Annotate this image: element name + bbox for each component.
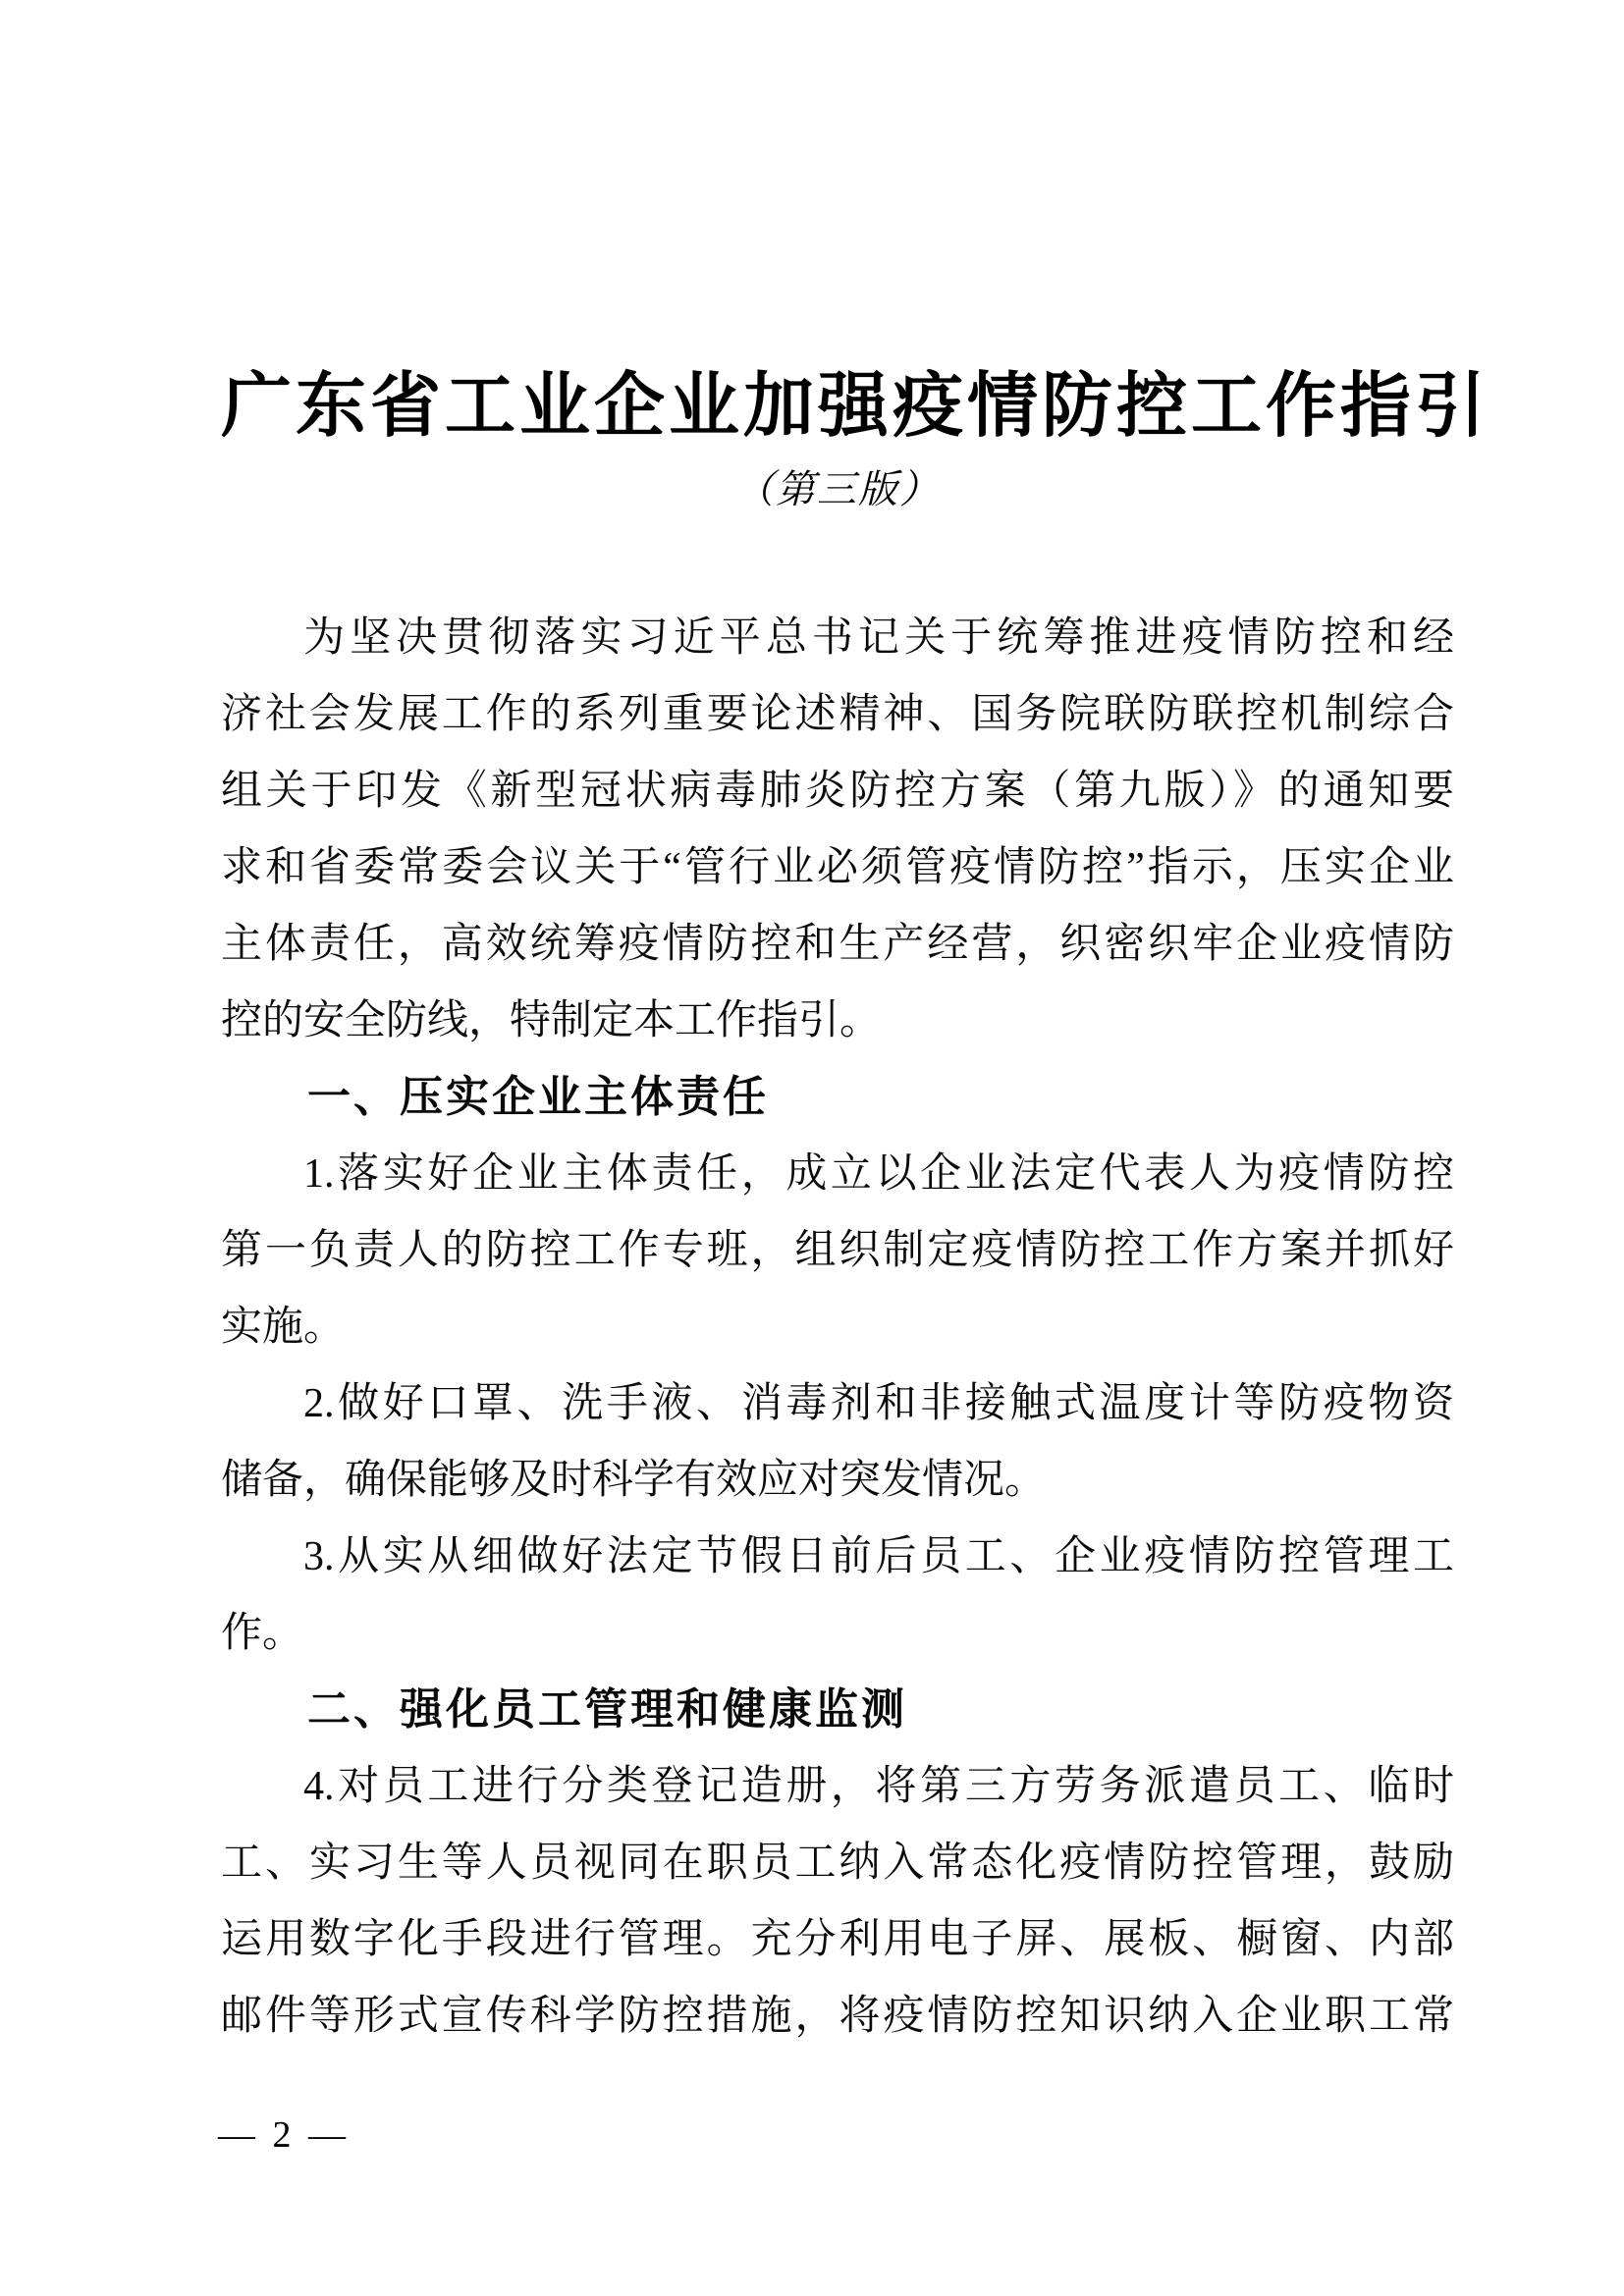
paragraph-line: 主体责任，高效统筹疫情防控和生产经营，织密织牢企业疫情防 bbox=[221, 922, 1454, 967]
document-title: 广东省工业企业加强疫情防控工作指引 bbox=[221, 367, 1490, 446]
document-body bbox=[221, 600, 1454, 2055]
document-subtitle: （第三版） bbox=[734, 467, 941, 511]
paragraph-line: 第一负责人的防控工作专班，组织制定疫情防控工作方案并抓好 bbox=[221, 1228, 1454, 1273]
paragraph-line: 2.做好口罩、洗手液、消毒剂和非接触式温度计等防疫物资 bbox=[303, 1381, 1454, 1426]
paragraph-line: 工、实习生等人员视同在职员工纳入常态化疫情防控管理，鼓励 bbox=[221, 1841, 1454, 1886]
paragraph-line: 1.落实好企业主体责任，成立以企业法定代表人为疫情防控 bbox=[303, 1151, 1454, 1197]
section-heading-1: 一、压实企业主体责任 bbox=[307, 1073, 769, 1121]
paragraph-line: 求和省委常委会议关于“管行业必须管疫情防控”指示，压实企业 bbox=[221, 845, 1454, 890]
paragraph-line: 控的安全防线，特制定本工作指引。 bbox=[221, 998, 882, 1043]
paragraph-line: 3.从实从细做好法定节假日前后员工、企业疫情防控管理工 bbox=[303, 1534, 1454, 1579]
paragraph-line: 实施。 bbox=[221, 1305, 346, 1350]
paragraph-line: 组关于印发《新型冠状病毒肺炎防控方案（第九版）》的通知要 bbox=[221, 769, 1454, 814]
page-number: — 2 — bbox=[218, 2114, 350, 2156]
paragraph-line: 为坚决贯彻落实习近平总书记关于统筹推进疫情防控和经 bbox=[303, 615, 1454, 661]
paragraph-line: 4.对员工进行分类登记造册，将第三方劳务派遣员工、临时 bbox=[303, 1764, 1454, 1809]
paragraph-line: 邮件等形式宣传科学防控措施，将疫情防控知识纳入企业职工常 bbox=[221, 1994, 1454, 2039]
paragraph-line: 作。 bbox=[221, 1611, 304, 1656]
section-heading-2: 二、强化员工管理和健康监测 bbox=[307, 1685, 907, 1734]
paragraph-line: 济社会发展工作的系列重要论述精神、国务院联防联控机制综合 bbox=[221, 692, 1454, 737]
paragraph-line: 运用数字化手段进行管理。充分利用电子屏、展板、橱窗、内部 bbox=[221, 1917, 1454, 1962]
paragraph-line: 储备，确保能够及时科学有效应对突发情况。 bbox=[221, 1458, 1047, 1503]
